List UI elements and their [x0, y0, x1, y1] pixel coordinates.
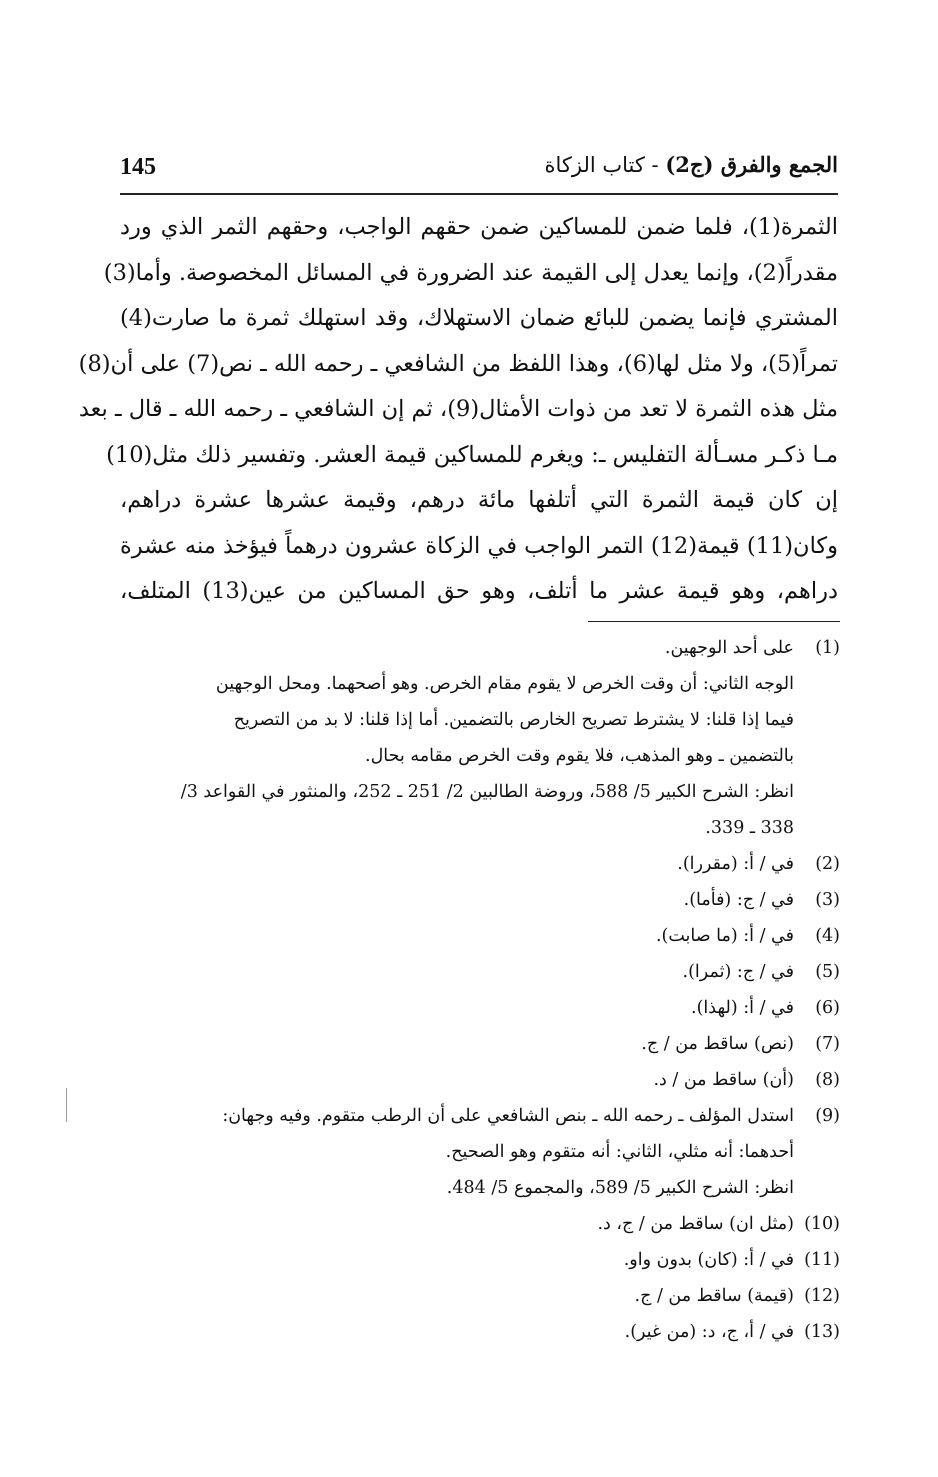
footnote-number: (13)	[804, 1322, 840, 1342]
footnote-10	[150, 1206, 840, 1242]
text-line: دراهم، وهو قيمة عشر ما أتلف، وهو حق المساكين من عين(13) المتلف،	[120, 578, 838, 604]
footnote-1	[150, 630, 840, 846]
main-text	[78, 205, 838, 615]
book-title: الجمع والفرق (ج2)	[665, 152, 838, 177]
footnote-number: (9)	[815, 1106, 840, 1126]
footnote-line: على أحد الوجهين.	[664, 638, 794, 658]
footnote-number: (4)	[815, 926, 840, 946]
footnote-text	[150, 1314, 794, 1350]
footnote-line: انظر: الشرح الكبير 5/ 588، وروضة الطالبين 2/ 251 ـ 252، والمنثور في القواعد 3/	[180, 782, 794, 802]
footnote-text	[150, 1098, 794, 1206]
footnote-number: (8)	[815, 1070, 840, 1090]
footnote-line: بالتضمين ـ وهو المذهب، فلا يقوم وقت الخرص مقامه بحال.	[365, 746, 794, 766]
footnote-text	[150, 918, 794, 954]
text-line: وكان(11) قيمة(12) التمر الواجب في الزكاة عشرون درهماً فيؤخذ منه عشرة	[120, 532, 838, 559]
footnote-5	[150, 954, 840, 990]
text-line: مثل هذه الثمرة لا تعد من ذوات الأمثال(9)، ثم إن الشافعي ـ رحمه الله ـ قال ـ بعد	[78, 396, 838, 422]
header-rule	[120, 193, 838, 195]
footnote-text	[150, 1242, 794, 1278]
footnote-8	[150, 1062, 840, 1098]
footnote-number: (10)	[804, 1214, 840, 1234]
footnote-text	[150, 1026, 794, 1062]
footnote-number: (6)	[815, 998, 840, 1018]
footnote-line: في / أ: (كان) بدون واو.	[623, 1250, 794, 1270]
footnote-12	[150, 1278, 840, 1314]
footnote-number: (5)	[815, 962, 840, 982]
footnotes	[150, 630, 840, 1350]
footnote-6	[150, 990, 840, 1026]
margin-mark	[66, 1088, 67, 1122]
footnote-line: (قيمة) ساقط من / ج.	[634, 1286, 794, 1306]
footnote-13	[150, 1314, 840, 1350]
footnote-number: (1)	[815, 638, 840, 658]
chapter-title: كتاب الزكاة	[544, 153, 645, 177]
footnote-9	[150, 1098, 840, 1206]
footnote-line: 338 ـ 339.	[705, 818, 794, 838]
text-line: إن كان قيمة الثمرة التي أتلفها مائة درهم، وقيمة عشرها عشرة دراهم،	[120, 487, 838, 513]
footnote-line: في / أ: (مقررا).	[677, 854, 794, 874]
footnote-2	[150, 846, 840, 882]
footnote-text	[150, 954, 794, 990]
page-header	[120, 150, 838, 190]
footnote-text	[150, 630, 794, 846]
text-line: المشتري فإنما يضمن للبائع ضمان الاستهلاك، وقد استهلك ثمرة ما صارت(4)	[120, 305, 838, 331]
footnote-number: (7)	[815, 1034, 840, 1054]
footnote-4	[150, 918, 840, 954]
footnote-number: (12)	[804, 1286, 840, 1306]
footnote-line: فيما إذا قلنا: لا يشترط تصريح الخارص بالتضمين. أما إذا قلنا: لا بد من التصريح	[233, 710, 794, 730]
footnote-line: في / ج: (ثمرا).	[682, 962, 794, 982]
footnote-11	[150, 1242, 840, 1278]
footnote-line: (أن) ساقط من / د.	[653, 1070, 794, 1090]
footnote-line: في / أ: (لهذا).	[691, 998, 794, 1018]
footnote-text	[150, 1206, 794, 1242]
page-number: 145	[120, 154, 156, 180]
footnote-text	[150, 990, 794, 1026]
text-line: تمراً(5)، ولا مثل لها(6)، وهذا اللفظ من الشافعي ـ رحمه الله ـ نص(7) على أن(8)	[78, 350, 838, 377]
footnote-separator	[588, 621, 840, 622]
footnote-line: في / أ: (ما صابت).	[655, 926, 794, 946]
text-line: الثمرة(1)، فلما ضمن للمساكين ضمن حقهم الواجب، وحقهم الثمر الذي ورد	[120, 214, 838, 240]
footnote-number: (3)	[815, 890, 840, 910]
footnote-7	[150, 1026, 840, 1062]
footnote-text	[150, 1278, 794, 1314]
footnote-line: الوجه الثاني: أن وقت الخرص لا يقوم مقام الخرص. وهو أصحهما. ومحل الوجهين	[215, 674, 794, 694]
footnote-line: استدل المؤلف ـ رحمه الله ـ بنص الشافعي على أن الرطب متقوم. وفيه وجهان:	[222, 1106, 794, 1126]
footnote-3	[150, 882, 840, 918]
footnote-line: (نص) ساقط من / ج.	[641, 1034, 794, 1054]
title-separator: -	[644, 153, 666, 177]
footnote-number: (11)	[804, 1250, 840, 1270]
footnote-line: في / أ، ج، د: (من غير).	[624, 1322, 794, 1342]
footnote-text	[150, 882, 794, 918]
text-line: مـا ذكـر مسـألة التفليس ـ: ويغرم للمساكين قيمة العشر. وتفسير ذلك مثل(10)	[106, 441, 838, 468]
footnote-line: في / ج: (فأما).	[683, 890, 794, 910]
footnote-line: أحدهما: أنه مثلي، الثاني: أنه متقوم وهو الصحيح.	[445, 1142, 794, 1162]
footnote-line: (مثل ان) ساقط من / ج، د.	[597, 1214, 794, 1234]
footnote-text	[150, 846, 794, 882]
footnote-text	[150, 1062, 794, 1098]
text-line: مقدراً(2)، وإنما يعدل إلى القيمة عند الضرورة في المسائل المخصوصة. وأما(3)	[103, 259, 838, 286]
footnote-line: انظر: الشرح الكبير 5/ 589، والمجموع 5/ 484.	[446, 1178, 794, 1198]
running-title	[544, 152, 838, 177]
footnote-number: (2)	[815, 854, 840, 874]
